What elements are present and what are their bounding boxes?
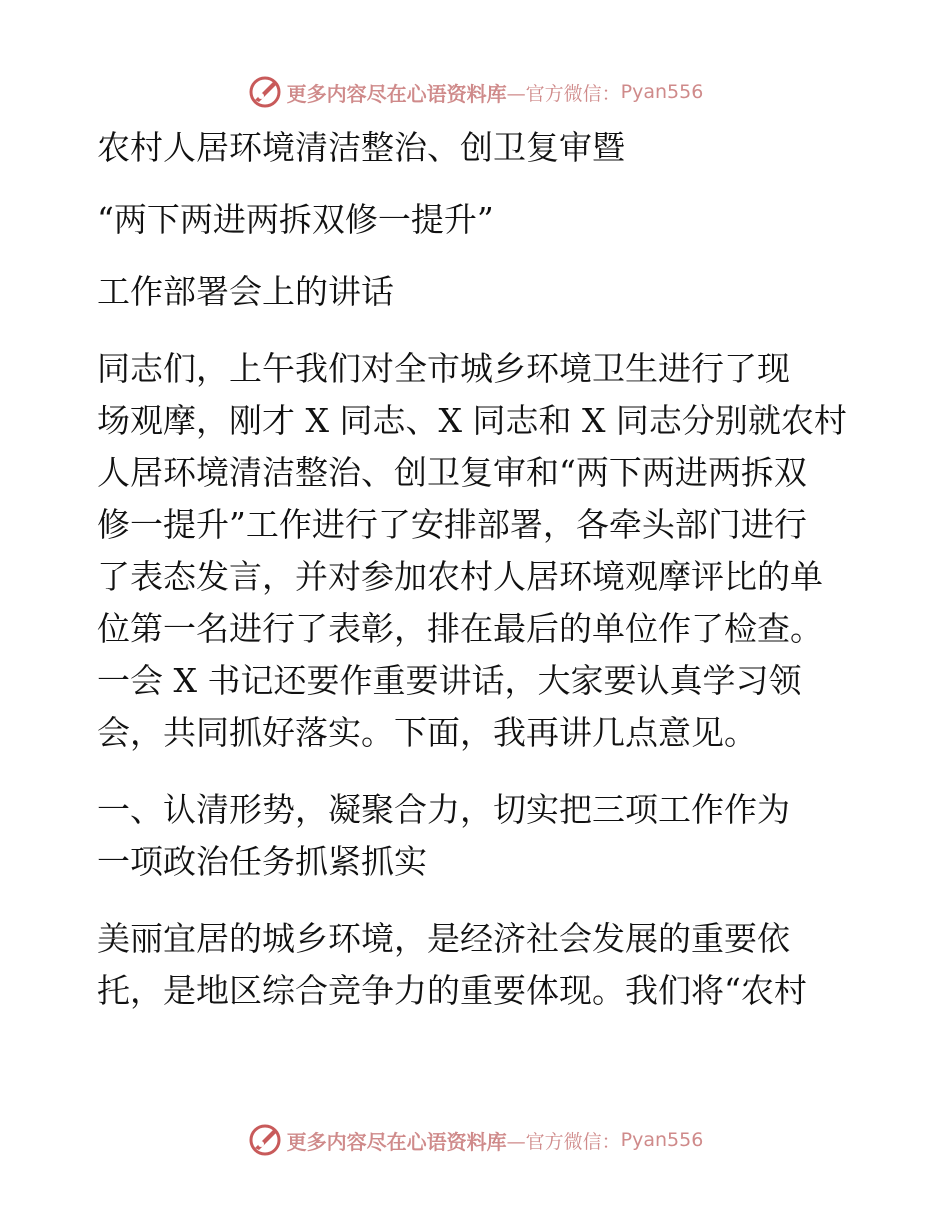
paragraph-line: 一会 X 书记还要作重要讲话，大家要认真学习领: [97, 661, 802, 700]
quill-logo-icon: [247, 1122, 283, 1158]
document-body: [97, 122, 867, 1017]
paragraph-line: 位第一名进行了表彰，排在最后的单位作了检查。: [97, 609, 823, 648]
title-line: 农村人居环境清洁整治、创卫复审暨: [97, 128, 625, 167]
watermark-wechat-label: —官方微信：: [506, 82, 621, 105]
watermark-text: 更多内容尽在心语资料库: [286, 1129, 507, 1154]
paragraph-line: 会，共同抓好落实。下面，我再讲几点意见。: [97, 713, 757, 752]
title-line: “两下两进两拆双修一提升”: [97, 200, 494, 239]
paragraph-line: 修一提升”工作进行了安排部署，各牵头部门进行: [97, 505, 807, 544]
section-heading-line: 一项政治任务抓紧抓实: [97, 842, 427, 881]
watermark-wechat-id: Pyan556: [620, 81, 704, 103]
watermark-header: [0, 72, 950, 112]
title-line: 工作部署会上的讲话: [97, 272, 394, 311]
paragraph-line: 人居环境清洁整治、创卫复审和“两下两进两拆双: [97, 453, 807, 492]
paragraph-line: 同志们，上午我们对全市城乡环境卫生进行了现: [97, 349, 790, 388]
watermark-wechat-label: —官方微信：: [506, 1130, 621, 1153]
section-heading-line: 一、认清形势，凝聚合力，切实把三项工作作为: [97, 790, 790, 829]
quill-logo-icon: [247, 74, 283, 110]
paragraph-line: 场观摩，刚才 X 同志、X 同志和 X 同志分别就农村: [97, 401, 847, 440]
watermark-wechat-id: Pyan556: [620, 1129, 704, 1151]
watermark-footer: [0, 1120, 950, 1160]
paragraph-line: 了表态发言，并对参加农村人居环境观摩评比的单: [97, 557, 823, 596]
paragraph-line: 托，是地区综合竞争力的重要体现。我们将“农村: [97, 971, 807, 1010]
paragraph-line: 美丽宜居的城乡环境，是经济社会发展的重要依: [97, 919, 790, 958]
watermark-text: 更多内容尽在心语资料库: [286, 81, 507, 106]
